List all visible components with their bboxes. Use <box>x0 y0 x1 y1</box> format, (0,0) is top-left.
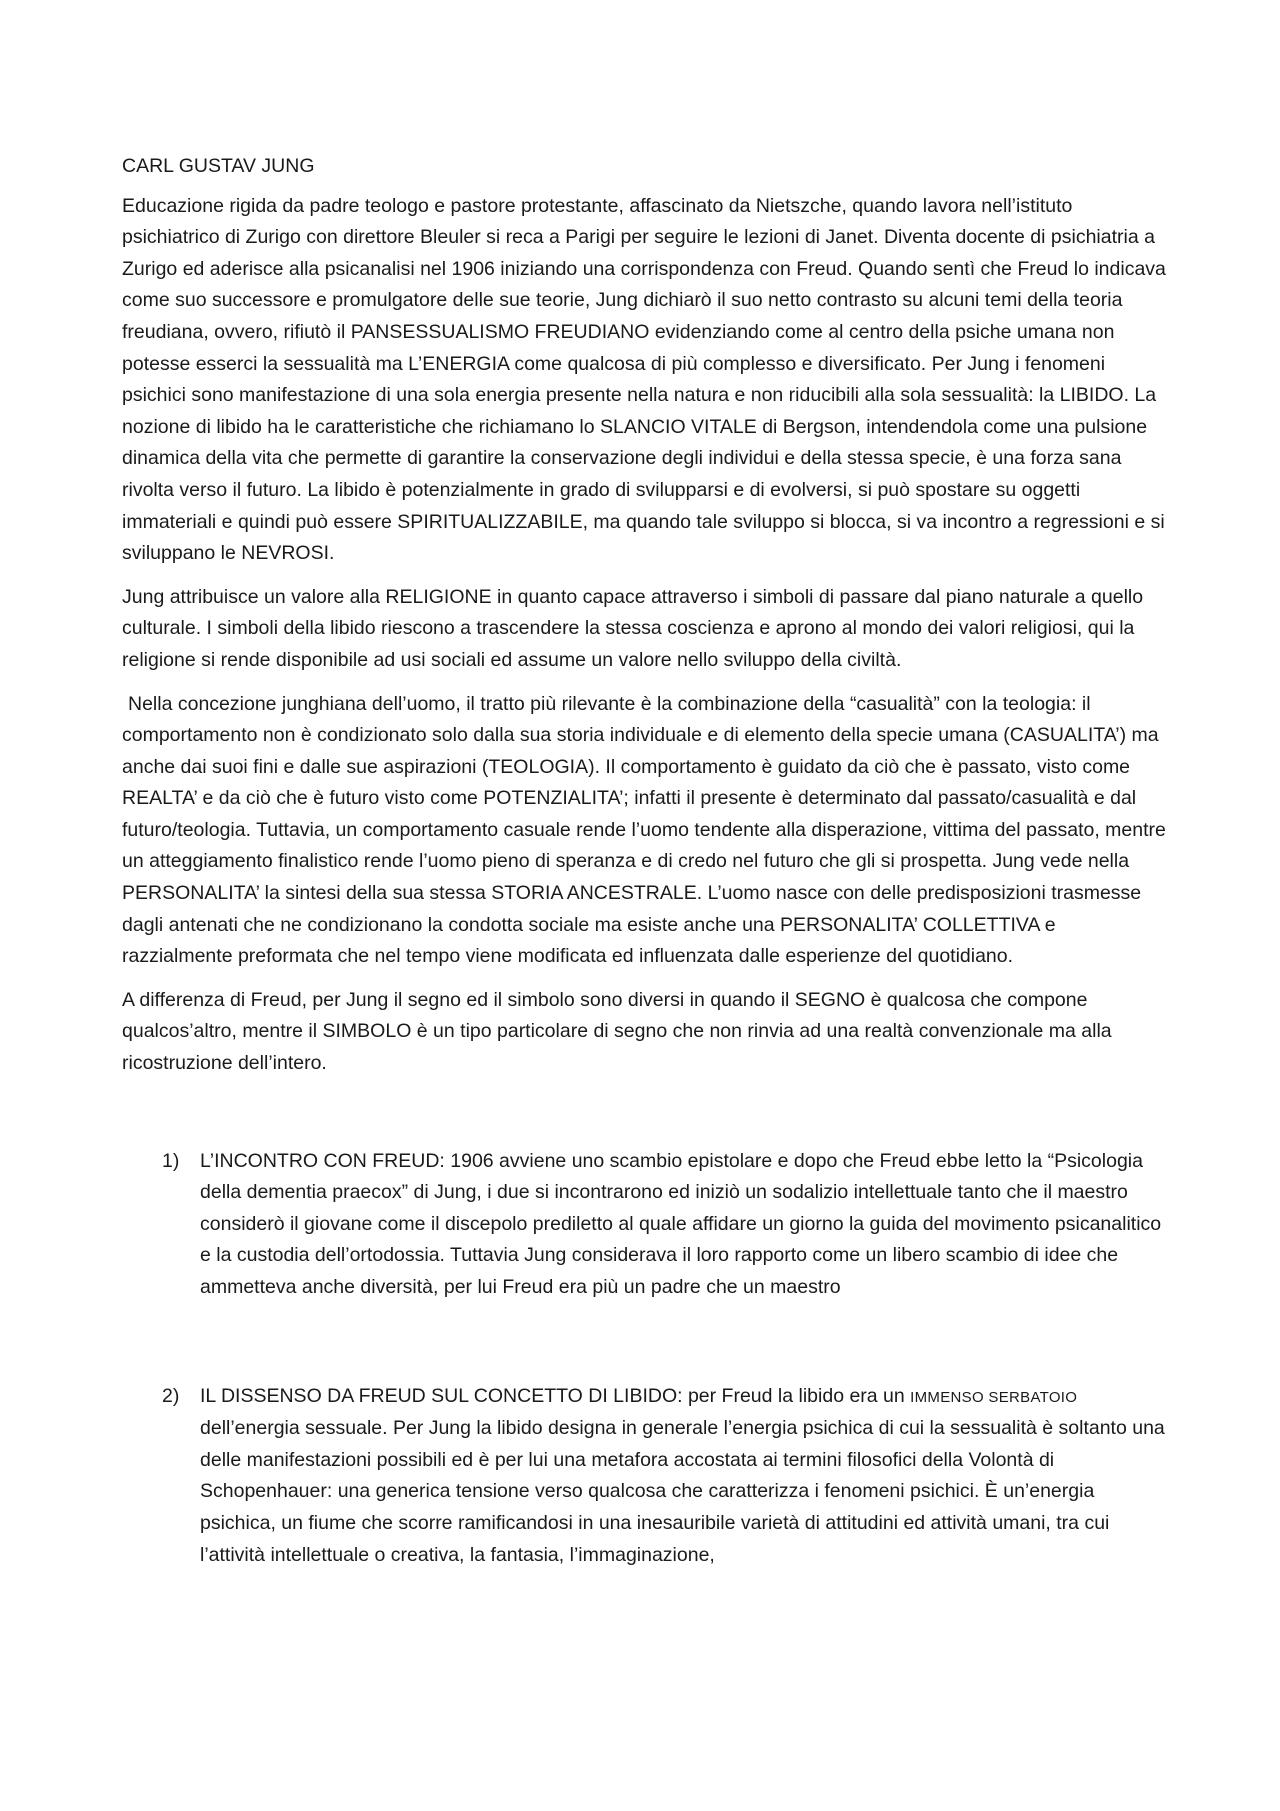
list-item-text: L’INCONTRO CON FREUD: 1906 avviene uno scambio epistolare e dopo che Freud ebbe letto la “Psicologia della dementia praecox” di Jung, i due si incontrarono ed iniziò un sodalizio intellettuale tanto che il maestro considerò il giovane come il discepolo prediletto al quale affidare un giorno la guida del movimento psicanalitico e la custodia dell’ortodossia. Tuttavia Jung considerava il loro rapporto come un libero scambio di idee che ammetteva anche diversità, per lui Freud era più un padre che un maestro <box>200 1149 1162 1298</box>
list-item-smallcaps: IMMENSO SERBATOIO <box>910 1388 1078 1406</box>
paragraph-segno-simbolo: A differenza di Freud, per Jung il segno ed il simbolo sono diversi in quando il SEGNO è qualcosa che compone qualcos’altro, mentre il SIMBOLO è un tipo particolare di segno che non rinvia ad una realtà convenzionale ma alla ricostruzione dell’intero. <box>122 988 1112 1075</box>
paragraph-religione: Jung attribuisce un valore alla RELIGIONE in quanto capace attraverso i simboli di passare dal piano naturale a quello culturale. I simboli della libido riescono a trascendere la stessa coscienza e aprono al mondo dei valori religiosi, qui la religione si rende disponibile ad usi sociali ed assume un valore nello sviluppo della civiltà. <box>122 585 1144 671</box>
paragraph-concezione: Nella concezione junghiana dell’uomo, il tratto più rilevante è la combinazione della “casualità” con la teologia: il comportamento non è condizionato solo dalla sua storia individuale e di elemento della specie umana (CASUALITA’) ma anche dai suoi fini e dalle sue aspirazioni (TEOLOGIA). Il comportamento è guidato da ciò che è passato, visto come REALTA’ e da ciò che è futuro visto come POTENZIALITA’; infatti il presente è determinato dal passato/casualità e dal futuro/teologia. Tuttavia, un comportamento casuale rende l’uomo tendente alla disperazione, vittima del passato, mentre un atteggiamento finalistico rende l’uomo pieno di speranza e di credo nel futuro che gli si prospetta. Jung vede nella PERSONALITA’ la sintesi della sua stessa STORIA ANCESTRALE. L’uomo nasce con delle predisposizioni trasmesse dagli antenati che ne condizionano la condotta sociale ma esiste anche una PERSONALITA’ COLLETTIVA e razzialmente preformata che nel tempo viene modificata ed influenzata dalle esperienze del quotidiano. <box>122 692 1166 968</box>
document-title: CARL GUSTAV JUNG <box>122 155 315 177</box>
list-item-text-end: dell’energia sessuale. Per Jung la libido designa in generale l’energia psichica di cui la sessualità è soltanto una delle manifestazioni possibili ed è per lui una metafora accostata ai termini filosofici della Volontà di Schopenhauer: una generica tensione verso qualcosa che caratterizza i fenomeni psichici. È un’energia psichica, un fiume che scorre ramificandosi in una inesauribile varietà di attitudini ed attività umani, tra cui l’attività intellettuale o creativa, la fantasia, l’immaginazione, <box>200 1417 1165 1566</box>
paragraph-intro: Educazione rigida da padre teologo e pastore protestante, affascinato da Nietszche, quando lavora nell’istituto psichiatrico di Zurigo con direttore Bleuler si reca a Parigi per seguire le lezioni di Janet. Diventa docente di psichiatria a Zurigo ed aderisce alla psicanalisi nel 1906 iniziando una corrispondenza con Freud. Quando sentì che Freud lo indicava come suo successore e promulgatore delle sue teorie, Jung dichiarò il suo netto contrasto su alcuni temi della teoria freudiana, ovvero, rifiutò il PANSESSUALISMO FREUDIANO evidenziando come al centro della psiche umana non potesse esserci la sessualità ma L’ENERGIA come qualcosa di più complesso e diversificato. Per Jung i fenomeni psichici sono manifestazione di una sola energia presente nella natura e non riducibili alla sola sessualità: la LIBIDO. La nozione di libido ha le caratteristiche che richiamano lo SLANCIO VITALE di Bergson, intendendola come una pulsione dinamica della vita che permette di garantire la conservazione degli individui e della stessa specie, è una forza sana rivolta verso il futuro. La libido è potenzialmente in grado di svilupparsi e di evolversi, si può spostare su oggetti immateriali e quindi può essere SPIRITUALIZZABILE, ma quando tale sviluppo si blocca, si va incontro a regressioni e si sviluppano le NEVROSI. <box>122 194 1166 565</box>
spacer <box>122 1092 1168 1146</box>
list-item <box>122 1146 1168 1304</box>
list-item <box>122 1381 1168 1572</box>
list-gap <box>122 1304 1168 1381</box>
list-item-text-start: IL DISSENSO DA FREUD SUL CONCETTO DI LIBIDO: per Freud la libido era un <box>200 1384 911 1407</box>
numbered-list <box>122 1146 1168 1572</box>
document-page <box>122 151 1168 1571</box>
list-number: 2) <box>162 1384 180 1407</box>
list-number: 1) <box>162 1149 180 1172</box>
